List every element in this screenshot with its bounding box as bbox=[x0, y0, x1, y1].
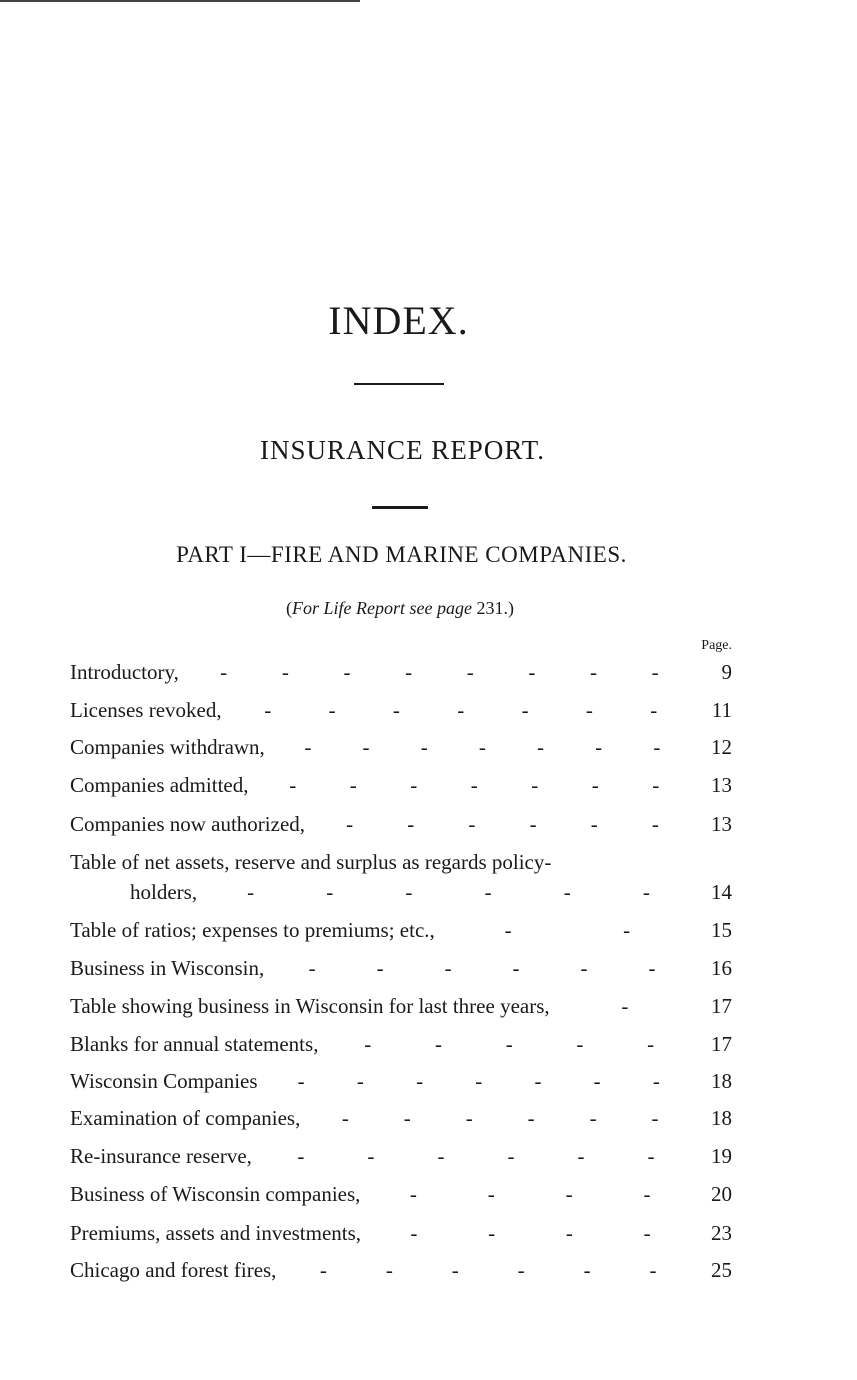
leader-dash: - bbox=[326, 880, 334, 904]
entry-label: Companies now authorized, bbox=[70, 812, 306, 836]
leader-dash: - bbox=[343, 660, 351, 684]
leader-dash: - bbox=[507, 1144, 515, 1168]
leader-dash: - bbox=[403, 1106, 411, 1130]
leader-dash: - bbox=[468, 812, 476, 836]
leader-dash: - bbox=[647, 1032, 655, 1056]
leader-dash: - bbox=[349, 773, 357, 797]
entry-page-number: 18 bbox=[711, 1069, 732, 1093]
entry-page-number: 17 bbox=[711, 1032, 732, 1056]
entry-page-number: 23 bbox=[711, 1221, 732, 1245]
leader-dash: - bbox=[590, 660, 598, 684]
page-column-label: Page. bbox=[701, 638, 732, 653]
leader-dash: - bbox=[595, 735, 603, 759]
entry-label: Re-insurance reserve, bbox=[70, 1144, 252, 1168]
leader-dash: - bbox=[652, 773, 660, 797]
leader-dash: - bbox=[289, 773, 297, 797]
leader-dash: - bbox=[590, 812, 598, 836]
leader-dash: - bbox=[444, 956, 452, 980]
dot-leader bbox=[375, 1219, 686, 1247]
entry-label: Examination of companies, bbox=[70, 1106, 301, 1130]
entry-page-number: 20 bbox=[711, 1182, 732, 1206]
leader-dash: - bbox=[376, 956, 384, 980]
leader-dash: - bbox=[653, 735, 661, 759]
entry-label: Table of ratios; expenses to premiums; etc., bbox=[70, 918, 435, 942]
entry-page-number: 13 bbox=[711, 773, 732, 797]
dot-leader bbox=[449, 916, 686, 944]
leader-dash: - bbox=[651, 1106, 659, 1130]
entry-label: holders, bbox=[130, 880, 198, 904]
index-entry bbox=[70, 1256, 732, 1284]
report-title: INSURANCE REPORT. bbox=[260, 435, 545, 465]
dot-leader bbox=[211, 878, 686, 906]
leader-dash: - bbox=[297, 1069, 305, 1093]
index-entry bbox=[70, 1180, 732, 1208]
leader-dash: - bbox=[356, 1069, 364, 1093]
leader-dash: - bbox=[652, 1069, 660, 1093]
leader-dash: - bbox=[577, 1144, 585, 1168]
entry-label: Wisconsin Companies bbox=[70, 1069, 258, 1093]
leader-dash: - bbox=[297, 1144, 305, 1168]
leader-dash: - bbox=[465, 1106, 473, 1130]
note-open: ( bbox=[286, 598, 293, 618]
leader-dash: - bbox=[437, 1144, 445, 1168]
entry-label: Introductory, bbox=[70, 660, 179, 684]
leader-dash: - bbox=[264, 698, 272, 722]
dot-leader bbox=[272, 1067, 686, 1095]
leader-dash: - bbox=[647, 1144, 655, 1168]
leader-dash: - bbox=[517, 1258, 525, 1282]
entry-label: Companies withdrawn, bbox=[70, 735, 265, 759]
leader-dash: - bbox=[407, 812, 415, 836]
index-entry bbox=[70, 733, 732, 761]
leader-dash: - bbox=[475, 1069, 483, 1093]
dot-leader bbox=[279, 733, 686, 761]
leader-dash: - bbox=[328, 698, 336, 722]
index-entry bbox=[70, 848, 732, 876]
leader-dash: - bbox=[623, 918, 631, 942]
leader-dash: - bbox=[451, 1258, 459, 1282]
leader-dash: - bbox=[505, 1032, 513, 1056]
leader-dash: - bbox=[565, 1221, 573, 1245]
leader-dash: - bbox=[478, 735, 486, 759]
leader-dash: - bbox=[484, 880, 492, 904]
note-page: 231.) bbox=[471, 598, 514, 618]
entry-label: Table showing business in Wisconsin for last three years, bbox=[70, 994, 550, 1018]
dot-leader bbox=[278, 954, 686, 982]
index-entry bbox=[70, 1067, 732, 1095]
index-entry bbox=[70, 658, 732, 686]
leader-dash: - bbox=[362, 735, 370, 759]
leader-dash: - bbox=[466, 660, 474, 684]
leader-dash: - bbox=[247, 880, 255, 904]
leader-dash: - bbox=[649, 1258, 657, 1282]
entry-label: Chicago and forest fires, bbox=[70, 1258, 277, 1282]
leader-dash: - bbox=[585, 698, 593, 722]
leader-dash: - bbox=[521, 698, 529, 722]
leader-dash: - bbox=[410, 773, 418, 797]
leader-dash: - bbox=[470, 773, 478, 797]
entry-page-number: 16 bbox=[711, 956, 732, 980]
index-entry bbox=[130, 878, 732, 906]
leader-dash: - bbox=[488, 1221, 496, 1245]
dot-leader bbox=[332, 1030, 686, 1058]
entry-page-number: 9 bbox=[721, 660, 732, 684]
entry-label: Companies admitted, bbox=[70, 773, 249, 797]
leader-dash: - bbox=[648, 956, 656, 980]
leader-dash: - bbox=[531, 773, 539, 797]
entry-page-number: 17 bbox=[711, 994, 732, 1018]
entry-label: Business of Wisconsin companies, bbox=[70, 1182, 361, 1206]
index-entry bbox=[70, 696, 732, 724]
leader-dash: - bbox=[487, 1182, 495, 1206]
entry-page-number: 12 bbox=[711, 735, 732, 759]
leader-dash: - bbox=[589, 1106, 597, 1130]
dot-leader bbox=[314, 1104, 686, 1132]
entry-label: Licenses revoked, bbox=[70, 698, 222, 722]
leader-dash: - bbox=[565, 1182, 573, 1206]
leader-dash: - bbox=[304, 735, 312, 759]
leader-dash: - bbox=[416, 1069, 424, 1093]
entry-label: Business in Wisconsin, bbox=[70, 956, 265, 980]
dot-leader bbox=[266, 1142, 686, 1170]
leader-dash: - bbox=[563, 880, 571, 904]
leader-dash: - bbox=[341, 1106, 349, 1130]
index-entry bbox=[70, 1030, 732, 1058]
leader-dash: - bbox=[528, 660, 536, 684]
entry-label: Blanks for annual statements, bbox=[70, 1032, 319, 1056]
leader-dash: - bbox=[457, 698, 465, 722]
leader-dash: - bbox=[643, 1182, 651, 1206]
leader-dash: - bbox=[651, 660, 659, 684]
leader-dash: - bbox=[405, 880, 413, 904]
note-italic: For Life Report see page bbox=[292, 598, 472, 618]
dot-leader bbox=[290, 1256, 686, 1284]
dot-leader bbox=[193, 658, 686, 686]
leader-dash: - bbox=[367, 1144, 375, 1168]
leader-dash: - bbox=[593, 1069, 601, 1093]
leader-dash: - bbox=[420, 735, 428, 759]
index-entry bbox=[70, 916, 732, 944]
page-title: INDEX. bbox=[328, 298, 469, 343]
index-entry bbox=[70, 810, 732, 838]
entry-label: Premiums, assets and investments, bbox=[70, 1221, 362, 1245]
leader-dash: - bbox=[651, 812, 659, 836]
cross-reference-note bbox=[0, 594, 800, 622]
dot-leader bbox=[236, 696, 686, 724]
part-heading: PART I—FIRE AND MARINE COMPANIES. bbox=[176, 542, 627, 567]
entry-page-number: 18 bbox=[711, 1106, 732, 1130]
leader-dash: - bbox=[281, 660, 289, 684]
top-rule bbox=[0, 0, 360, 2]
index-entry bbox=[70, 954, 732, 982]
entry-page-number: 19 bbox=[711, 1144, 732, 1168]
entry-page-number: 15 bbox=[711, 918, 732, 942]
leader-dash: - bbox=[405, 660, 413, 684]
leader-dash: - bbox=[576, 1032, 584, 1056]
leader-dash: - bbox=[346, 812, 354, 836]
entry-page-number: 13 bbox=[711, 812, 732, 836]
dot-leader bbox=[564, 992, 686, 1020]
leader-dash: - bbox=[409, 1182, 417, 1206]
leader-dash: - bbox=[591, 773, 599, 797]
entry-page-number: 25 bbox=[711, 1258, 732, 1282]
leader-dash: - bbox=[504, 918, 512, 942]
entry-label: Table of net assets, reserve and surplus as regards policy- bbox=[70, 850, 552, 874]
leader-dash: - bbox=[385, 1258, 393, 1282]
leader-dash: - bbox=[512, 956, 520, 980]
leader-dash: - bbox=[580, 956, 588, 980]
leader-dash: - bbox=[650, 698, 658, 722]
entry-page-number: 14 bbox=[711, 880, 732, 904]
leader-dash: - bbox=[392, 698, 400, 722]
index-entry bbox=[70, 1219, 732, 1247]
dot-leader bbox=[262, 771, 686, 799]
leader-dash: - bbox=[537, 735, 545, 759]
index-entry bbox=[70, 1104, 732, 1132]
leader-dash: - bbox=[220, 660, 228, 684]
leader-dash: - bbox=[319, 1258, 327, 1282]
leader-dash: - bbox=[534, 1069, 542, 1093]
leader-dash: - bbox=[435, 1032, 442, 1056]
leader-dash: - bbox=[642, 880, 650, 904]
leader-dash: - bbox=[583, 1258, 591, 1282]
leader-dash: - bbox=[308, 956, 316, 980]
leader-dash: - bbox=[621, 994, 629, 1018]
dot-leader bbox=[319, 810, 686, 838]
dot-leader bbox=[374, 1180, 686, 1208]
subtitle-divider bbox=[372, 506, 428, 509]
entry-page-number: 11 bbox=[711, 698, 732, 722]
index-entry bbox=[70, 992, 732, 1020]
index-entry bbox=[70, 771, 732, 799]
leader-dash: - bbox=[410, 1221, 418, 1245]
title-divider bbox=[354, 383, 444, 385]
leader-dash: - bbox=[643, 1221, 651, 1245]
index-entry bbox=[70, 1142, 732, 1170]
leader-dash: - bbox=[529, 812, 537, 836]
leader-dash: - bbox=[527, 1106, 535, 1130]
leader-dash: - bbox=[364, 1032, 372, 1056]
